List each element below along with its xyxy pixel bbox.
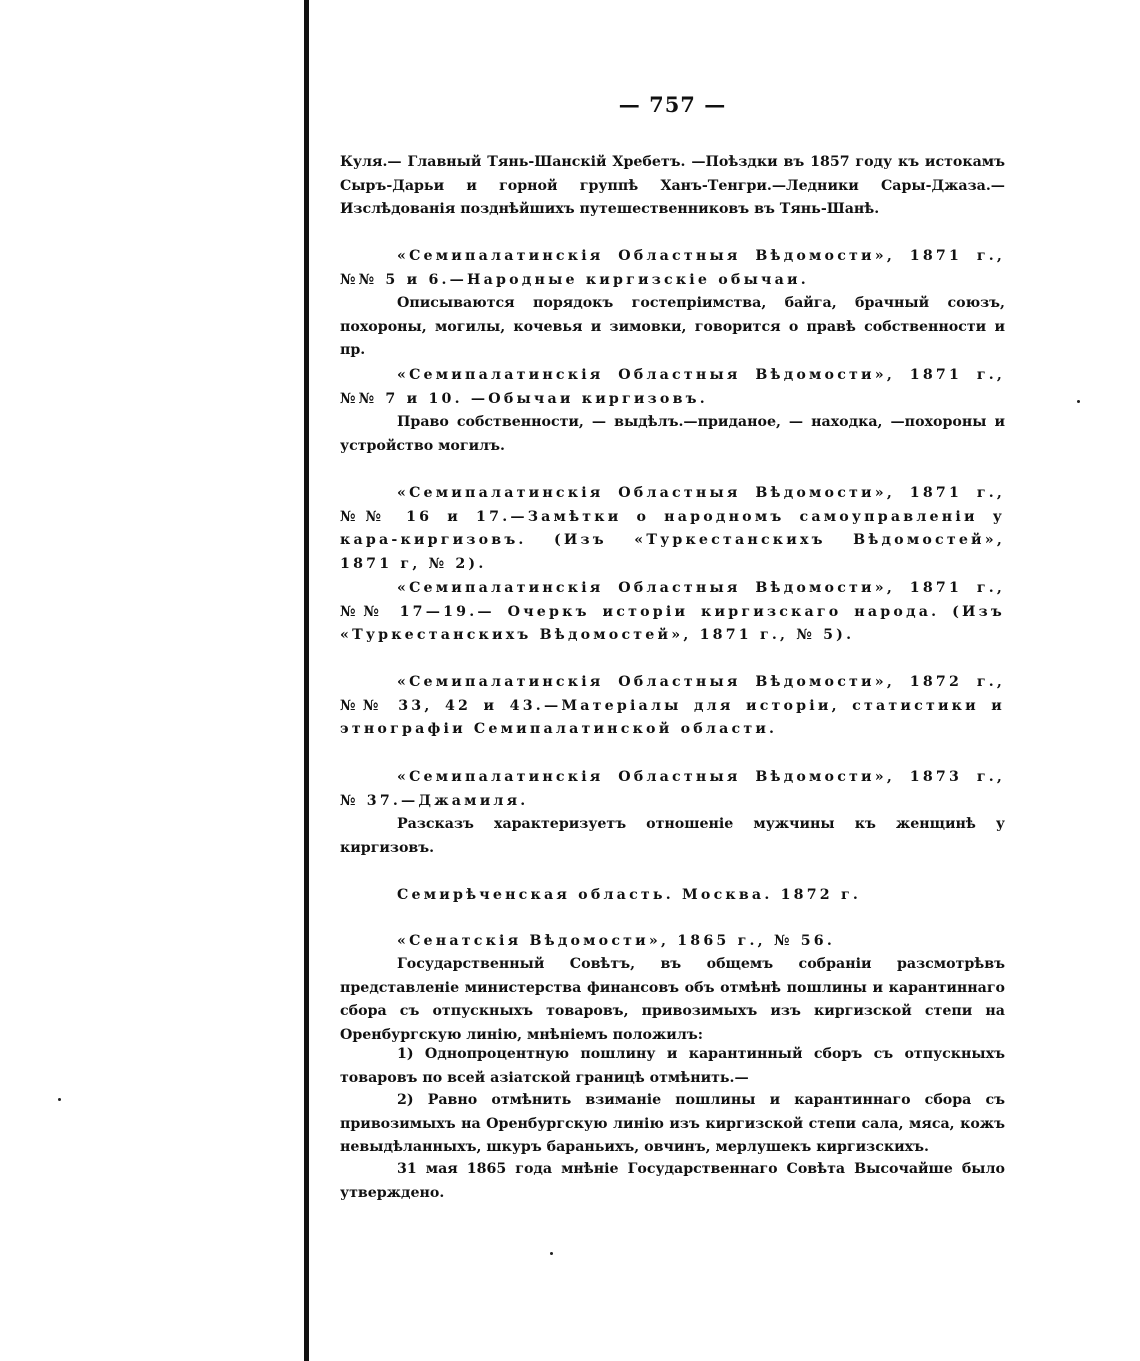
entry-1871-7-10-description: Право собственности, — выдѣлъ.—приданое, — находка, —похороны и устройство могилъ. — [340, 414, 1005, 454]
senate-decision-approval: 31 мая 1865 года мнѣніе Государственнаго Совѣта Высочайше было утверждено. — [340, 1161, 1005, 1201]
entry-1871-7-10: «Семипалатинскія Областныя Вѣдомости», 1871 г., №№ 7 и 10. —Обычаи киргизовъ. — [340, 367, 1005, 407]
entry-1873-37-description: Разсказъ характеризуетъ отношеніе мужчины къ женщинѣ у киргизовъ. — [340, 816, 1005, 856]
entry-senate-1865: «Сенатскія Вѣдомости», 1865 г., № 56. — [397, 933, 835, 949]
entry-1871-5-6: «Семипалатинскія Областныя Вѣдомости», 1871 г., №№ 5 и 6.—Народные киргизскіе обычаи. — [340, 248, 1005, 288]
entry-1872-33-43: «Семипалатинскія Областныя Вѣдомости», 1872 г., №№ 33, 42 и 43.—Матеріалы для исторіи, статистики и этнографіи Семипалатинской области. — [340, 674, 1005, 737]
section-heading-semirechensk: Семирѣченская область. Москва. 1872 г. — [397, 887, 862, 903]
entry-1871-17-19: «Семипалатинскія Областныя Вѣдомости», 1871 г., №№ 17—19.— Очеркъ исторіи киргизскаго народа. (Изъ «Туркестанскихъ Вѣдомостей», 1871 г., № 5). — [340, 580, 1005, 643]
paragraph-kulja: Куля.— Главный Тянь-Шанскій Хребетъ. —Поѣздки въ 1857 году къ истокамъ Сыръ-Дарьи и горной группѣ Ханъ-Тенгри.—Ледники Сары-Джаза.—Изслѣдованія позднѣйшихъ путешественниковъ въ Тянь-Шанѣ. — [340, 154, 1005, 217]
senate-decision-point-1: 1) Однопроцентную пошлину и карантинный сборъ съ отпускныхъ товаровъ по всей азіатской границѣ отмѣнить.— — [340, 1046, 1005, 1086]
scan-speck — [1077, 400, 1080, 403]
senate-decision-text: Государственный Совѣтъ, въ общемъ собраніи разсмотрѣвъ представленіе министерства финансовъ объ отмѣнѣ пошлины и карантиннаго сбора съ отпускныхъ товаровъ, привозимыхъ изъ киргизской степи на Оренбургскую линію, мнѣніемъ положилъ: — [340, 956, 1005, 1043]
page-binding-edge — [304, 0, 309, 1361]
page-number: — 757 — — [618, 92, 727, 117]
senate-decision-point-2: 2) Равно отмѣнить взиманіе пошлины и карантиннаго сбора съ привозимыхъ на Оренбургскую линію изъ киргизской степи сала, мяса, кожъ невыдѣланныхъ, шкуръ бараньихъ, овчинъ, мерлушекъ киргизскихъ. — [340, 1092, 1005, 1155]
scan-speck — [58, 1098, 61, 1101]
scan-speck — [550, 1252, 553, 1255]
entry-1873-37: «Семипалатинскія Областныя Вѣдомости», 1873 г., № 37.—Джамиля. — [340, 769, 1005, 809]
entry-1871-16-17: «Семипалатинскія Областныя Вѣдомости», 1871 г., №№ 16 и 17.—Замѣтки о народномъ самоуправленіи у кара-киргизовъ. (Изъ «Туркестанскихъ Вѣдомостей», 1871 г, № 2). — [340, 485, 1005, 572]
entry-1871-5-6-description: Описываются порядокъ гостепріимства, байга, брачный союзъ, похороны, могилы, кочевья и зимовки, говорится о правѣ собственности и пр. — [340, 295, 1005, 358]
